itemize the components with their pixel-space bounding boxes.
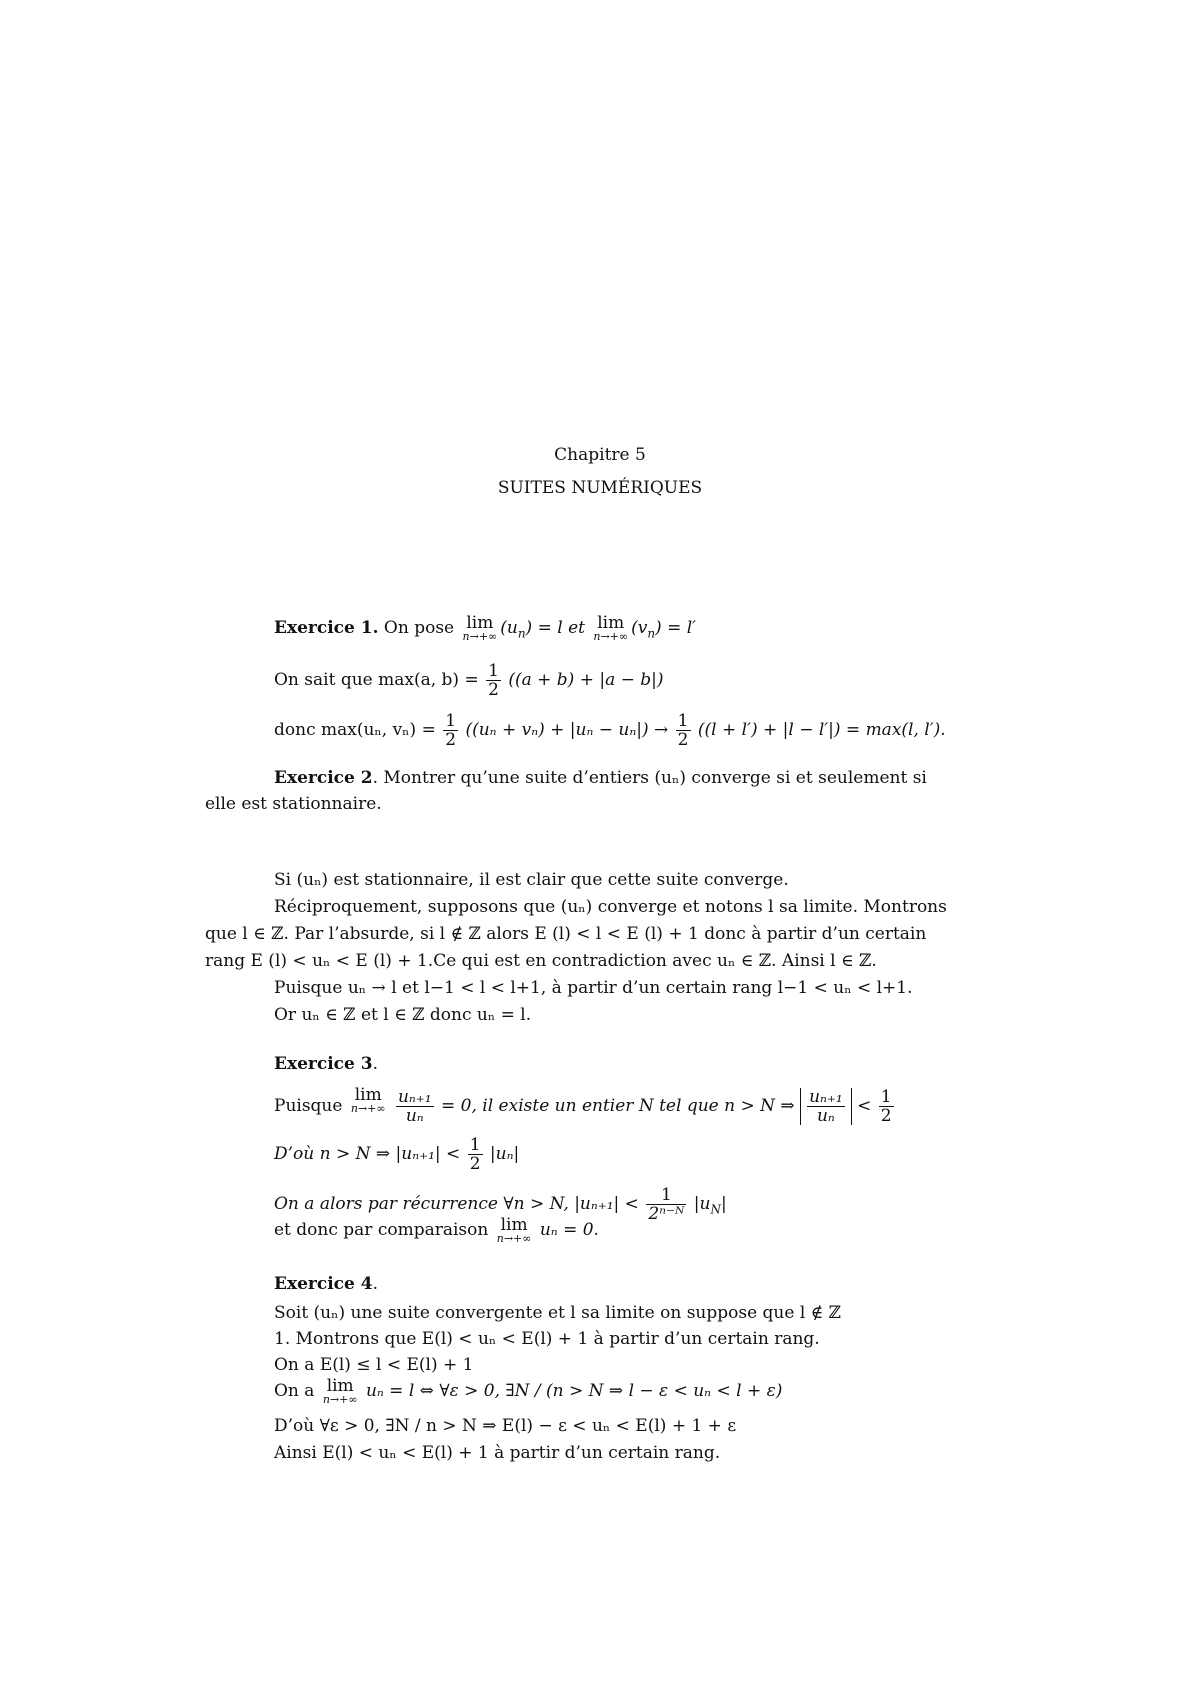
ex4-line5: D’où ∀ε > 0, ∃N / n > N ⇒ E(l) − ε < uₙ < E(l) + 1 + ε [274,1416,737,1436]
lim-operator: lim n→+∞ [593,613,629,643]
absolute-value: $\frac{\text{uₙ₊₁}}{\text{uₙ}}$ [800,1088,852,1125]
ex2-para-6: Or uₙ ∈ ℤ et l ∈ ℤ donc uₙ = l. [274,1005,532,1025]
fraction-geometric: $\frac{1}{\text{2ⁿ⁻ᴺ}}$ [648,1185,685,1224]
ex4-line1: Soit (uₙ) une suite convergente et l sa limite on suppose que l ∉ ℤ [274,1303,842,1323]
fraction-one-half: $\frac{1}{2}$ [488,661,499,700]
ex3-line4: et donc par comparaison lim n→+∞ uₙ = 0. [274,1215,599,1245]
fraction-one-half: $\frac{1}{2}$ [445,711,457,750]
ex4-heading: Exercice 4. [274,1274,378,1294]
fraction-one-half: $\frac{1}{2}$ [880,1087,892,1126]
ex4-line4: On a lim n→+∞ uₙ = l ⇔ ∀ε > 0, ∃N / (n > N ⇒ l − ε < uₙ < l + ε) [274,1376,783,1406]
ex4-line2: 1. Montrons que E(l) < uₙ < E(l) + 1 à partir d’un certain rang. [274,1329,820,1349]
lim-operator: lim n→+∞ [350,1085,386,1115]
chapter-title: SUITES NUMÉRIQUES [497,478,703,498]
ex2-para-2: Réciproquement, supposons que (uₙ) converge et notons l sa limite. Montrons [274,897,947,917]
lim-operator: lim n→+∞ [322,1376,358,1406]
chapter-number: Chapitre 5 [554,445,646,465]
ex3-label: Exercice 3 [274,1054,373,1074]
ex4-line3: On a E(l) ≤ l < E(l) + 1 [274,1355,474,1375]
ex3-line1: Puisque lim n→+∞ $\frac{\text{uₙ₊₁}}{\text{uₙ}}$ = 0, il existe un entier N tel que n > N ⇒ $\frac{\text{uₙ₊₁}}{\text{uₙ}}$ < $\frac{1}{2}$ [274,1085,892,1126]
ex2-para-3: que l ∈ ℤ. Par l’absurde, si l ∉ ℤ alors E (l) < l < E (l) + 1 donc à partir d’un certain [205,924,927,944]
fraction-one-half: $\frac{1}{2}$ [469,1135,481,1174]
lim-operator: lim n→+∞ [496,1215,532,1245]
ex3-line2: D’où n > N ⇒ |uₙ₊₁| < $\frac{1}{2}$ |uₙ| [274,1135,520,1174]
ex1-line2: On sait que max(a, b) = $\frac{1}{2}$ ((a + b) + |a − b|) [274,661,664,700]
ratio-fraction: $\frac{\text{uₙ₊₁}}{\text{uₙ}}$ [397,1087,432,1126]
ex1-line1: Exercice 1. On pose lim n→+∞ $(u_n) = l$ et lim n→+∞ $(v_n) = l'$ [274,613,697,643]
ex3-line3: On a alors par récurrence ∀n > N, |uₙ₊₁| < $\frac{1}{\text{2ⁿ⁻ᴺ}}$ $|u_N|$ [274,1185,727,1224]
ex3-heading: Exercice 3. [274,1054,378,1074]
ex2-para-5: Puisque uₙ → l et l−1 < l < l+1, à partir d’un certain rang l−1 < uₙ < l+1. [274,978,913,998]
ex2-statement-1: Exercice 2. Montrer qu’une suite d’entiers (uₙ) converge si et seulement si [274,768,927,788]
ex4-line6: Ainsi E(l) < uₙ < E(l) + 1 à partir d’un certain rang. [274,1443,721,1463]
ex2-para-4: rang E (l) < uₙ < E (l) + 1.Ce qui est en contradiction avec uₙ ∈ ℤ. Ainsi l ∈ ℤ. [205,951,877,971]
ex2-statement-2: elle est stationnaire. [205,794,382,814]
ex2-para-1: Si (uₙ) est stationnaire, il est clair que cette suite converge. [274,870,789,890]
ex2-label: Exercice 2 [274,768,373,788]
ex1-label: Exercice 1. [274,618,379,638]
ex1-line3: donc max(uₙ, vₙ) = $\frac{1}{2}$ ((uₙ + vₙ) + |uₙ − uₙ|) → $\frac{1}{2}$ ((l + l′) + |l − l′|) = max(l, l′). [274,711,946,750]
lim-operator: lim n→+∞ [462,613,498,643]
ex4-label: Exercice 4 [274,1274,373,1294]
fraction-one-half: $\frac{1}{2}$ [677,711,689,750]
